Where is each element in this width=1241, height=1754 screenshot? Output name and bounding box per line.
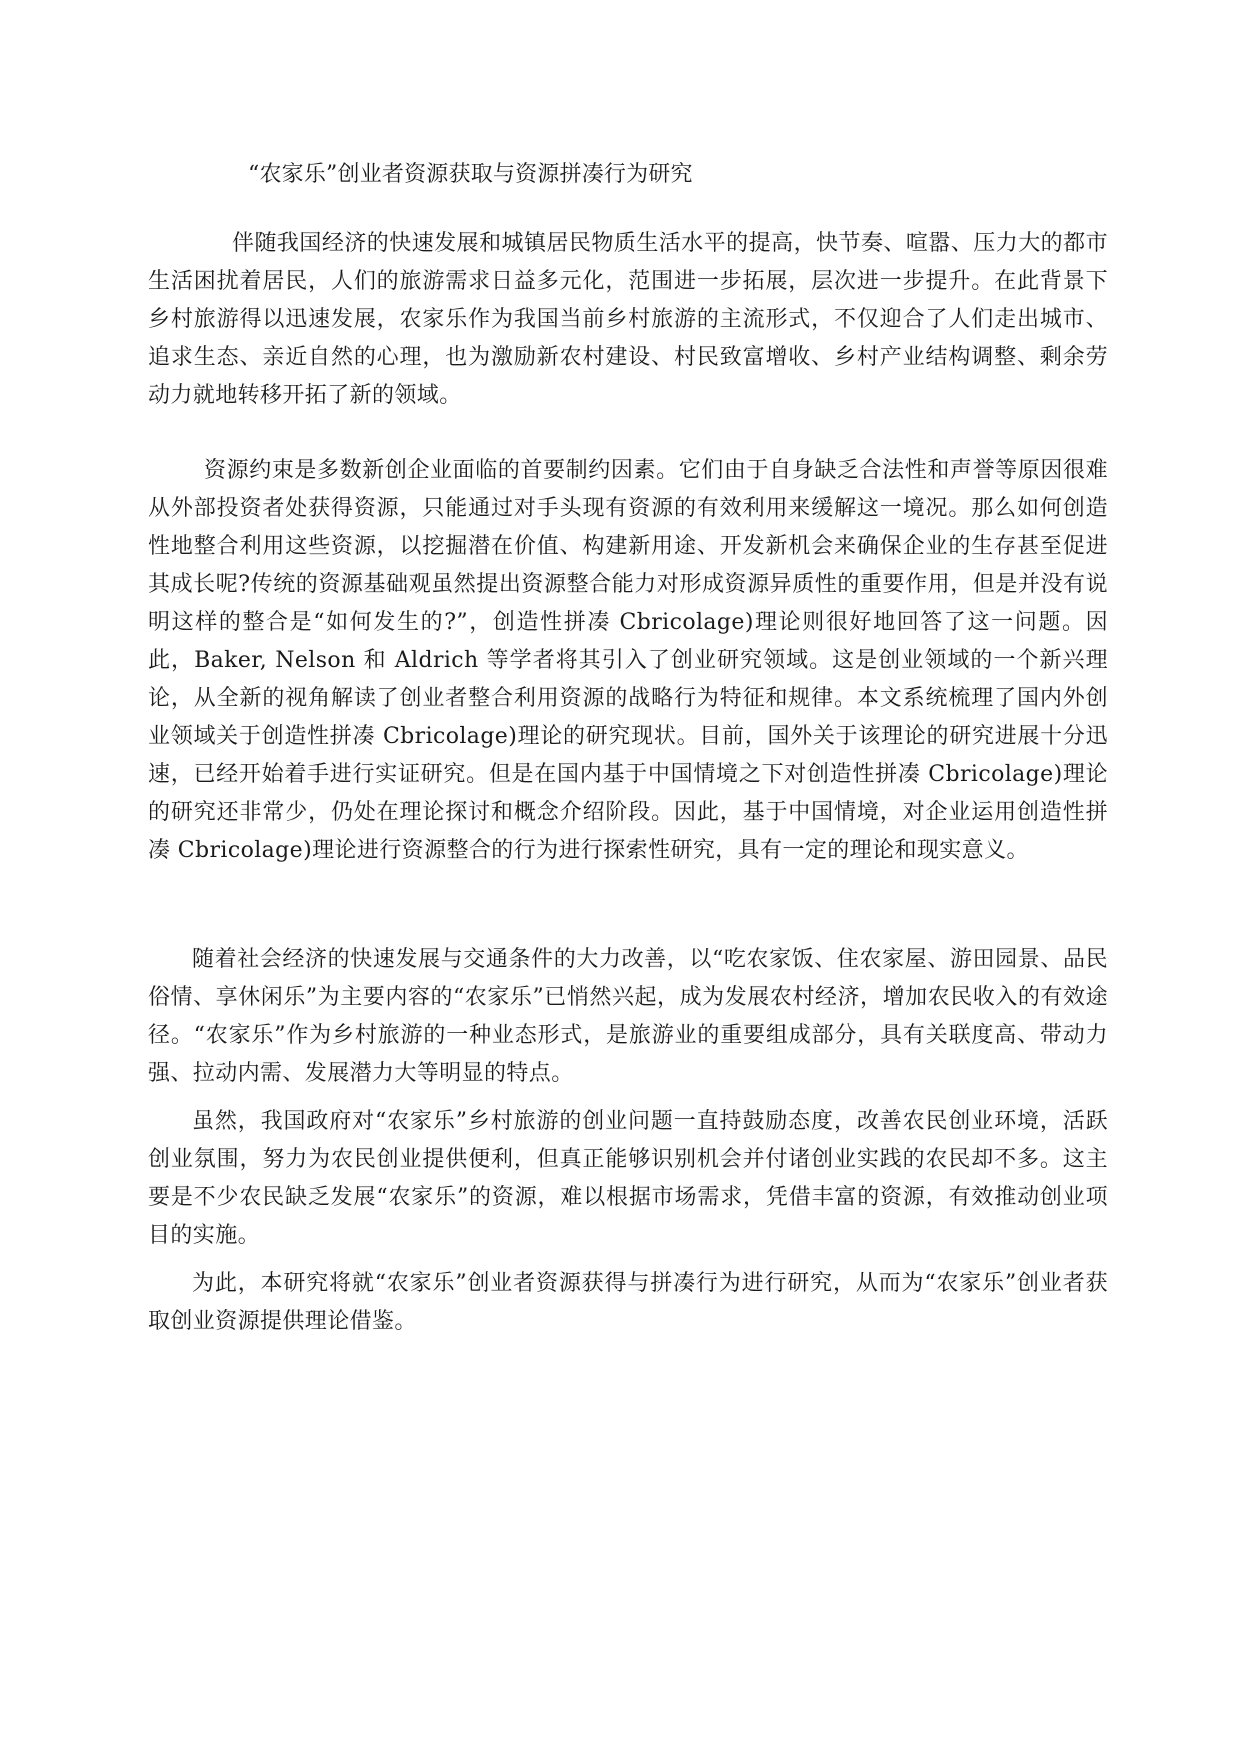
paragraph-1: 伴随我国经济的快速发展和城镇居民物质生活水平的提高，快节奏、喧嚣、压力大的都市生活困扰着居民，人们的旅游需求日益多元化，范围进一步拓展，层次进一步提升。在此背景下乡村旅游得以迅速发展，农家乐作为我国当前乡村旅游的主流形式，不仅迎合了人们走出城市、追求生态、亲近自然的心理，也为激励新农村建设、村民致富增收、乡村产业结构调整、剩余劳动力就地转移开拓了新的领域。 <box>148 231 1108 408</box>
document-title: “农家乐”创业者资源获取与资源拼凑行为研究 <box>248 162 693 187</box>
paragraph-3: 随着社会经济的快速发展与交通条件的大力改善，以“吃农家饭、住农家屋、游田园景、品民俗情、享休闲乐”为主要内容的“农家乐”已悄然兴起，成为发展农村经济，增加农民收入的有效途径。“农家乐”作为乡村旅游的一种业态形式，是旅游业的重要组成部分，具有关联度高、带动力强、拉动内需、发展潜力大等明显的特点。 <box>148 947 1108 1086</box>
paragraph-4: 虽然，我国政府对“农家乐”乡村旅游的创业问题一直持鼓励态度，改善农民创业环境，活跃创业氛围，努力为农民创业提供便利，但真正能够识别机会并付诸创业实践的农民却不多。这主要是不少农民缺乏发展“农家乐”的资源，难以根据市场需求，凭借丰富的资源，有效推动创业项目的实施。 <box>148 1109 1108 1248</box>
paragraph-5: 为此，本研究将就“农家乐”创业者资源获得与拼凑行为进行研究，从而为“农家乐”创业者获取创业资源提供理论借鉴。 <box>148 1271 1108 1334</box>
paragraph-2: 资源约束是多数新创企业面临的首要制约因素。它们由于自身缺乏合法性和声誉等原因很难从外部投资者处获得资源，只能通过对手头现有资源的有效利用来缓解这一境况。那么如何创造性地整合利用这些资源，以挖掘潜在价值、构建新用途、开发新机会来确保企业的生存甚至促进其成长呢?传统的资源基础观虽然提出资源整合能力对形成资源异质性的重要作用，但是并没有说明这样的整合是“如何发生的?”，创造性拼凑 Cbricolage)理论则很好地回答了这一问题。因此，Baker, Nelson 和 Aldrich 等学者将其引入了创业研究领域。这是创业领域的一个新兴理论，从全新的视角解读了创业者整合利用资源的战略行为特征和规律。本文系统梳理了国内外创业领域关于创造性拼凑 Cbricolage)理论的研究现状。目前，国外关于该理论的研究进展十分迅速，已经开始着手进行实证研究。但是在国内基于中国情境之下对创造性拼凑 Cbricolage)理论的研究还非常少，仍处在理论探讨和概念介绍阶段。因此，基于中国情境，对企业运用创造性拼凑 Cbricolage)理论进行资源整合的行为进行探索性研究，具有一定的理论和现实意义。 <box>148 458 1108 863</box>
